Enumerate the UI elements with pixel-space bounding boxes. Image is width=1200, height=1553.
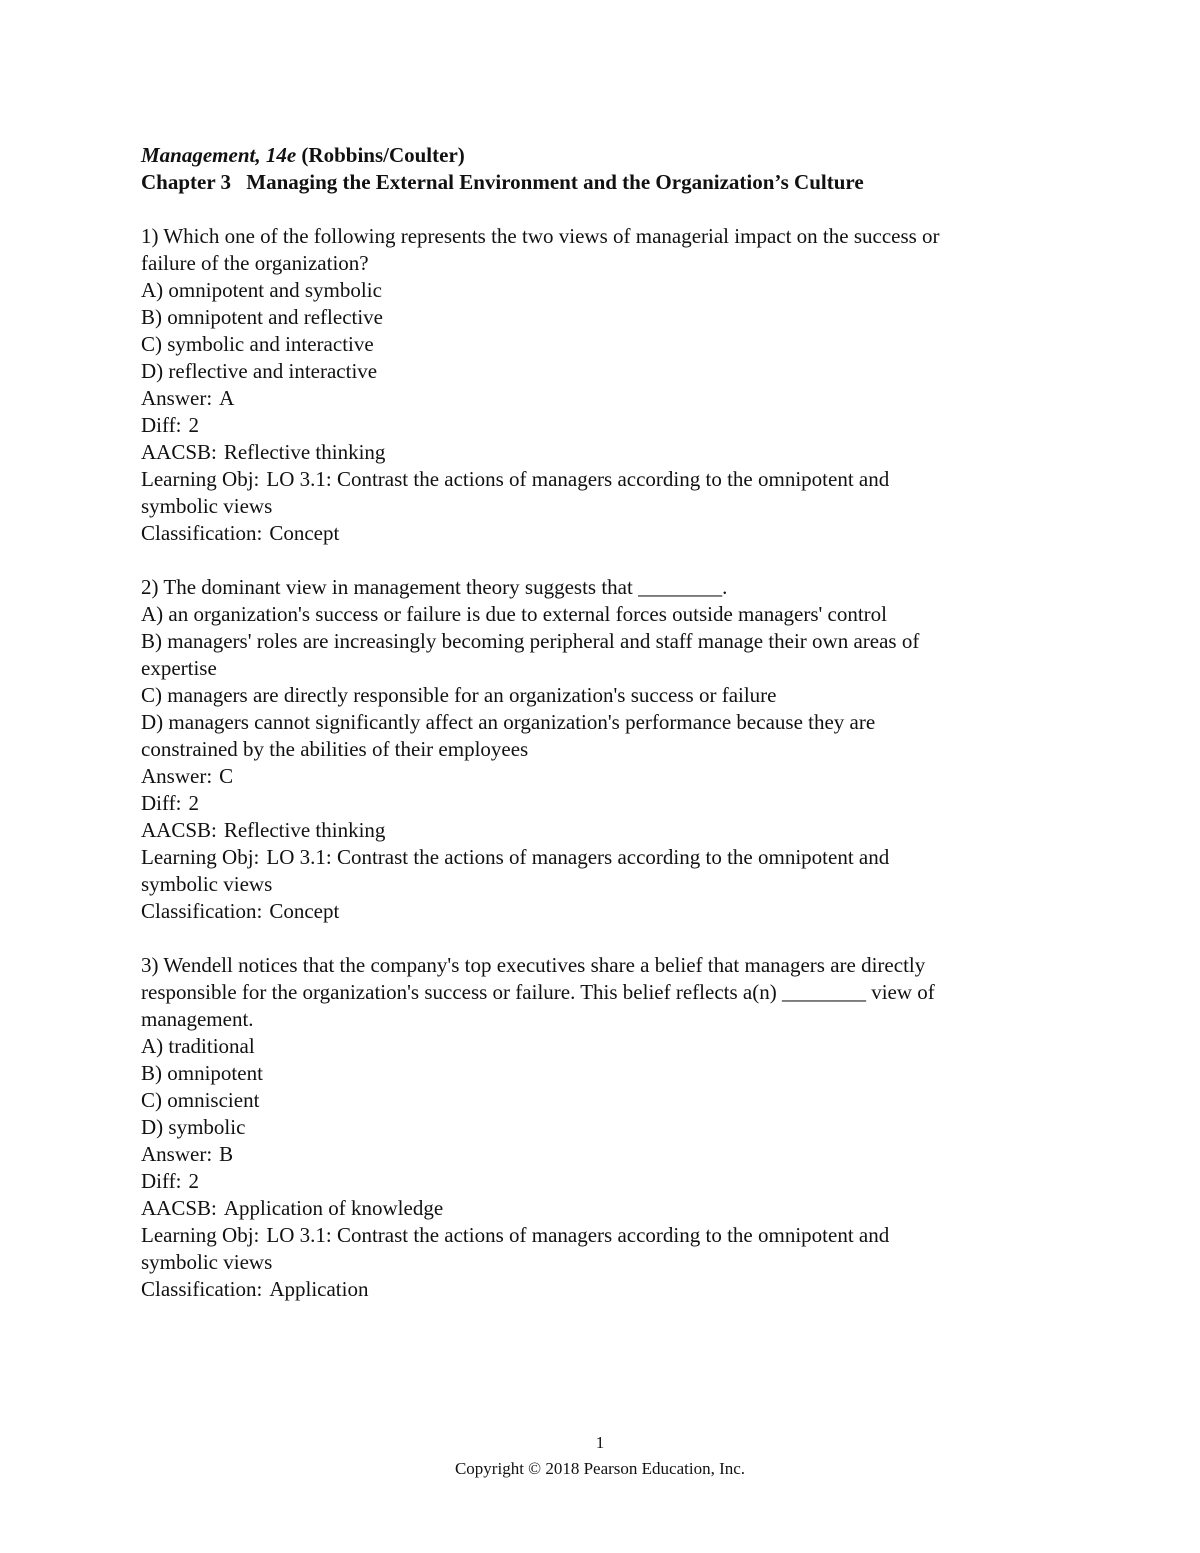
learning-objective-label: Learning Obj:	[141, 467, 260, 491]
aacsb-line	[141, 439, 1061, 466]
learning-objective-label: Learning Obj:	[141, 845, 260, 869]
difficulty-line	[141, 1168, 1061, 1195]
answer-label: Answer:	[141, 764, 213, 788]
classification-value: Concept	[269, 521, 340, 545]
answer-option: C) symbolic and interactive	[141, 332, 374, 356]
question-stem-line: failure of the organization?	[141, 251, 369, 275]
learning-objective-value: LO 3.1: Contrast the actions of managers according to the omnipotent and	[266, 845, 890, 869]
book-title: Management, 14e	[141, 143, 297, 167]
classification-line	[141, 520, 1061, 547]
difficulty-value: 2	[188, 413, 199, 437]
answer-option: C) omniscient	[141, 1088, 260, 1112]
difficulty-value: 2	[188, 1169, 199, 1193]
classification-value: Concept	[269, 899, 340, 923]
answer-line	[141, 1141, 1061, 1168]
answer-option-continued: expertise	[141, 656, 217, 680]
learning-objective-line	[141, 1222, 1061, 1249]
answer-value: A	[219, 386, 235, 410]
chapter-heading	[141, 169, 1061, 196]
learning-objective-line	[141, 466, 1061, 493]
aacsb-value: Reflective thinking	[223, 818, 386, 842]
answer-option: B) managers' roles are increasingly becoming peripheral and staff manage their own areas of	[141, 629, 920, 653]
copyright-notice: Copyright © 2018 Pearson Education, Inc.	[454, 1459, 746, 1478]
answer-option: A) traditional	[141, 1034, 255, 1058]
difficulty-label: Diff:	[141, 1169, 182, 1193]
answer-option: C) managers are directly responsible for an organization's success or failure	[141, 683, 777, 707]
learning-objective-continued: symbolic views	[141, 494, 273, 518]
classification-line	[141, 1276, 1061, 1303]
answer-option: B) omnipotent and reflective	[141, 305, 384, 329]
learning-objective-value: LO 3.1: Contrast the actions of managers according to the omnipotent and	[266, 1223, 890, 1247]
difficulty-line	[141, 412, 1061, 439]
answer-option: D) reflective and interactive	[141, 359, 378, 383]
answer-line	[141, 385, 1061, 412]
chapter-number: Chapter 3	[141, 170, 232, 194]
document-content	[141, 142, 1061, 1303]
question-stem-line: 1) Which one of the following represents the two views of managerial impact on the success or	[141, 224, 940, 248]
question-stem-line: 2) The dominant view in management theory suggests that ________.	[141, 575, 728, 599]
question-stem-line: 3) Wendell notices that the company's top executives share a belief that managers are directly	[141, 953, 926, 977]
learning-objective-line	[141, 844, 1061, 871]
chapter-title: Managing the External Environment and the Organization’s Culture	[246, 170, 864, 194]
book-title-line	[141, 142, 1061, 169]
aacsb-line	[141, 1195, 1061, 1222]
aacsb-value: Application of knowledge	[223, 1196, 444, 1220]
classification-label: Classification:	[141, 521, 263, 545]
difficulty-label: Diff:	[141, 413, 182, 437]
answer-label: Answer:	[141, 1142, 213, 1166]
answer-label: Answer:	[141, 386, 213, 410]
aacsb-value: Reflective thinking	[223, 440, 386, 464]
answer-line	[141, 763, 1061, 790]
answer-option: D) managers cannot significantly affect an organization's performance because they are	[141, 710, 876, 734]
answer-option: A) an organization's success or failure is due to external forces outside managers' control	[141, 602, 888, 626]
question-1	[141, 223, 1061, 547]
learning-objective-label: Learning Obj:	[141, 1223, 260, 1247]
answer-option: A) omnipotent and symbolic	[141, 278, 382, 302]
book-authors: (Robbins/Coulter)	[301, 143, 465, 167]
aacsb-label: AACSB:	[141, 1196, 217, 1220]
answer-option: B) omnipotent	[141, 1061, 263, 1085]
classification-value: Application	[269, 1277, 369, 1301]
classification-label: Classification:	[141, 1277, 263, 1301]
question-stem-line: responsible for the organization's success or failure. This belief reflects a(n) ________ view of	[141, 980, 935, 1004]
learning-objective-continued: symbolic views	[141, 872, 273, 896]
learning-objective-value: LO 3.1: Contrast the actions of managers according to the omnipotent and	[266, 467, 890, 491]
answer-option: D) symbolic	[141, 1115, 246, 1139]
answer-value: C	[219, 764, 234, 788]
page-number: 1	[595, 1433, 605, 1452]
aacsb-line	[141, 817, 1061, 844]
answer-option-continued: constrained by the abilities of their employees	[141, 737, 529, 761]
aacsb-label: AACSB:	[141, 440, 217, 464]
difficulty-value: 2	[188, 791, 199, 815]
learning-objective-continued: symbolic views	[141, 1250, 273, 1274]
question-3	[141, 952, 1061, 1303]
question-stem-line: management.	[141, 1007, 254, 1031]
classification-label: Classification:	[141, 899, 263, 923]
answer-value: B	[219, 1142, 234, 1166]
difficulty-label: Diff:	[141, 791, 182, 815]
question-2	[141, 574, 1061, 925]
aacsb-label: AACSB:	[141, 818, 217, 842]
difficulty-line	[141, 790, 1061, 817]
classification-line	[141, 898, 1061, 925]
